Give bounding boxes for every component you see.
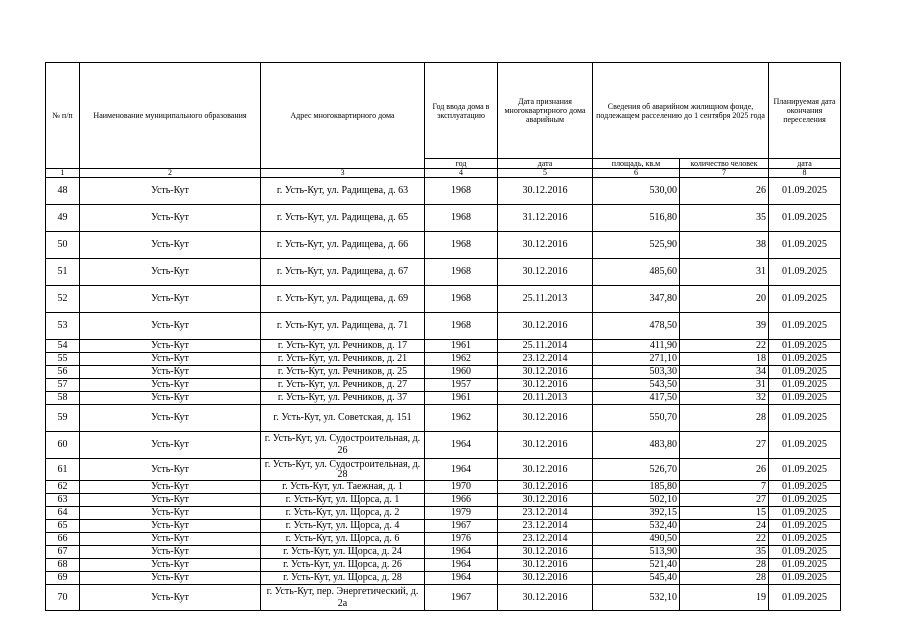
housing-table [45, 62, 841, 611]
people-cell: 27 [680, 432, 769, 459]
area-cell: 347,80 [593, 286, 680, 313]
table-row [46, 379, 841, 392]
people-cell: 39 [680, 313, 769, 340]
emergency-date-cell: 23.12.2014 [498, 353, 593, 366]
row-number: 48 [46, 178, 80, 205]
year-cell: 1968 [425, 259, 498, 286]
year-cell: 1961 [425, 340, 498, 353]
municipality-cell: Усть-Кут [80, 572, 261, 585]
municipality-cell: Усть-Кут [80, 366, 261, 379]
address-cell: г. Усть-Кут, ул. Щорса, д. 28 [261, 572, 425, 585]
table-row [46, 520, 841, 533]
end-date-cell: 01.09.2025 [769, 286, 841, 313]
table-row [46, 432, 841, 459]
municipality-cell: Усть-Кут [80, 232, 261, 259]
header-number: № п/п [46, 63, 80, 169]
people-cell: 26 [680, 459, 769, 481]
end-date-cell: 01.09.2025 [769, 507, 841, 520]
area-cell: 532,40 [593, 520, 680, 533]
municipality-cell: Усть-Кут [80, 494, 261, 507]
people-cell: 28 [680, 572, 769, 585]
municipality-cell: Усть-Кут [80, 459, 261, 481]
emergency-date-cell: 23.12.2014 [498, 507, 593, 520]
emergency-date-cell: 23.12.2014 [498, 520, 593, 533]
emergency-date-cell: 25.11.2013 [498, 286, 593, 313]
people-cell: 38 [680, 232, 769, 259]
area-cell: 392,15 [593, 507, 680, 520]
address-cell: г. Усть-Кут, ул. Радищева, д. 69 [261, 286, 425, 313]
emergency-date-cell: 30.12.2016 [498, 178, 593, 205]
municipality-cell: Усть-Кут [80, 533, 261, 546]
header-row [46, 63, 841, 159]
row-number: 68 [46, 559, 80, 572]
table-row [46, 178, 841, 205]
column-number: 8 [769, 169, 841, 178]
subheader-year: год [425, 159, 498, 169]
column-number: 3 [261, 169, 425, 178]
table-row [46, 507, 841, 520]
header-emergency-fund: Сведения об аварийном жилищном фонде, подлежащем расселению до 1 сентября 2025 года [593, 63, 769, 159]
municipality-cell: Усть-Кут [80, 520, 261, 533]
year-cell: 1968 [425, 286, 498, 313]
address-cell: г. Усть-Кут, ул. Щорса, д. 24 [261, 546, 425, 559]
area-cell: 478,50 [593, 313, 680, 340]
year-cell: 1964 [425, 432, 498, 459]
table-row [46, 481, 841, 494]
row-number: 69 [46, 572, 80, 585]
row-number: 53 [46, 313, 80, 340]
year-cell: 1962 [425, 353, 498, 366]
area-cell: 503,30 [593, 366, 680, 379]
area-cell: 525,90 [593, 232, 680, 259]
end-date-cell: 01.09.2025 [769, 392, 841, 405]
area-cell: 417,50 [593, 392, 680, 405]
year-cell: 1968 [425, 178, 498, 205]
emergency-date-cell: 30.12.2016 [498, 546, 593, 559]
emergency-date-cell: 30.12.2016 [498, 585, 593, 611]
year-cell: 1970 [425, 481, 498, 494]
table-row [46, 392, 841, 405]
table-row [46, 572, 841, 585]
people-cell: 20 [680, 286, 769, 313]
address-cell: г. Усть-Кут, ул. Речников, д. 21 [261, 353, 425, 366]
end-date-cell: 01.09.2025 [769, 259, 841, 286]
people-cell: 28 [680, 559, 769, 572]
end-date-cell: 01.09.2025 [769, 366, 841, 379]
address-cell: г. Усть-Кут, ул. Речников, д. 37 [261, 392, 425, 405]
year-cell: 1957 [425, 379, 498, 392]
address-cell: г. Усть-Кут, ул. Речников, д. 27 [261, 379, 425, 392]
end-date-cell: 01.09.2025 [769, 178, 841, 205]
end-date-cell: 01.09.2025 [769, 533, 841, 546]
table-row [46, 353, 841, 366]
municipality-cell: Усть-Кут [80, 559, 261, 572]
column-number-row [46, 169, 841, 178]
area-cell: 516,80 [593, 205, 680, 232]
column-number: 7 [680, 169, 769, 178]
end-date-cell: 01.09.2025 [769, 546, 841, 559]
municipality-cell: Усть-Кут [80, 353, 261, 366]
row-number: 65 [46, 520, 80, 533]
address-cell: г. Усть-Кут, ул. Радищева, д. 63 [261, 178, 425, 205]
row-number: 66 [46, 533, 80, 546]
emergency-date-cell: 25.11.2014 [498, 340, 593, 353]
address-cell: г. Усть-Кут, ул. Речников, д. 17 [261, 340, 425, 353]
end-date-cell: 01.09.2025 [769, 520, 841, 533]
people-cell: 18 [680, 353, 769, 366]
row-number: 60 [46, 432, 80, 459]
header-year: Год ввода дома в эксплуатацию [425, 63, 498, 159]
people-cell: 7 [680, 481, 769, 494]
emergency-date-cell: 30.12.2016 [498, 432, 593, 459]
row-number: 57 [46, 379, 80, 392]
municipality-cell: Усть-Кут [80, 379, 261, 392]
municipality-cell: Усть-Кут [80, 340, 261, 353]
area-cell: 271,10 [593, 353, 680, 366]
column-number: 1 [46, 169, 80, 178]
area-cell: 543,50 [593, 379, 680, 392]
subheader-area: площадь, кв.м [593, 159, 680, 169]
address-cell: г. Усть-Кут, ул. Щорса, д. 6 [261, 533, 425, 546]
year-cell: 1964 [425, 572, 498, 585]
municipality-cell: Усть-Кут [80, 546, 261, 559]
table-row [46, 546, 841, 559]
end-date-cell: 01.09.2025 [769, 481, 841, 494]
subheader-end-date: дата [769, 159, 841, 169]
emergency-date-cell: 30.12.2016 [498, 313, 593, 340]
area-cell: 521,40 [593, 559, 680, 572]
year-cell: 1961 [425, 392, 498, 405]
municipality-cell: Усть-Кут [80, 313, 261, 340]
address-cell: г. Усть-Кут, ул. Таежная, д. 1 [261, 481, 425, 494]
header-end-date: Планируемая дата окончания переселения [769, 63, 841, 159]
row-number: 67 [46, 546, 80, 559]
column-number: 4 [425, 169, 498, 178]
emergency-date-cell: 30.12.2016 [498, 559, 593, 572]
municipality-cell: Усть-Кут [80, 205, 261, 232]
area-cell: 530,00 [593, 178, 680, 205]
table-row [46, 585, 841, 611]
municipality-cell: Усть-Кут [80, 259, 261, 286]
row-number: 62 [46, 481, 80, 494]
end-date-cell: 01.09.2025 [769, 232, 841, 259]
year-cell: 1967 [425, 585, 498, 611]
municipality-cell: Усть-Кут [80, 585, 261, 611]
row-number: 63 [46, 494, 80, 507]
emergency-date-cell: 30.12.2016 [498, 572, 593, 585]
end-date-cell: 01.09.2025 [769, 432, 841, 459]
year-cell: 1968 [425, 205, 498, 232]
subheader-date: дата [498, 159, 593, 169]
emergency-date-cell: 30.12.2016 [498, 459, 593, 481]
row-number: 52 [46, 286, 80, 313]
area-cell: 185,80 [593, 481, 680, 494]
emergency-date-cell: 23.12.2014 [498, 533, 593, 546]
row-number: 61 [46, 459, 80, 481]
address-cell: г. Усть-Кут, ул. Судостроительная, д. 26 [261, 432, 425, 459]
people-cell: 35 [680, 205, 769, 232]
header-municipality: Наименование муниципального образования [80, 63, 261, 169]
municipality-cell: Усть-Кут [80, 507, 261, 520]
people-cell: 34 [680, 366, 769, 379]
emergency-date-cell: 30.12.2016 [498, 379, 593, 392]
end-date-cell: 01.09.2025 [769, 405, 841, 432]
people-cell: 19 [680, 585, 769, 611]
table-row [46, 313, 841, 340]
area-cell: 532,10 [593, 585, 680, 611]
row-number: 70 [46, 585, 80, 611]
address-cell: г. Усть-Кут, ул. Щорса, д. 4 [261, 520, 425, 533]
year-cell: 1964 [425, 459, 498, 481]
municipality-cell: Усть-Кут [80, 481, 261, 494]
end-date-cell: 01.09.2025 [769, 313, 841, 340]
municipality-cell: Усть-Кут [80, 432, 261, 459]
people-cell: 15 [680, 507, 769, 520]
row-number: 56 [46, 366, 80, 379]
row-number: 58 [46, 392, 80, 405]
address-cell: г. Усть-Кут, ул. Щорса, д. 1 [261, 494, 425, 507]
table-row [46, 340, 841, 353]
address-cell: г. Усть-Кут, ул. Щорса, д. 2 [261, 507, 425, 520]
end-date-cell: 01.09.2025 [769, 459, 841, 481]
people-cell: 24 [680, 520, 769, 533]
subheader-people: количество человек [680, 159, 769, 169]
year-cell: 1968 [425, 232, 498, 259]
area-cell: 502,10 [593, 494, 680, 507]
address-cell: г. Усть-Кут, ул. Судостроительная, д. 28 [261, 459, 425, 481]
end-date-cell: 01.09.2025 [769, 585, 841, 611]
row-number: 50 [46, 232, 80, 259]
area-cell: 483,80 [593, 432, 680, 459]
people-cell: 28 [680, 405, 769, 432]
table-body [46, 178, 841, 611]
people-cell: 35 [680, 546, 769, 559]
table-row [46, 405, 841, 432]
emergency-date-cell: 30.12.2016 [498, 366, 593, 379]
year-cell: 1962 [425, 405, 498, 432]
row-number: 55 [46, 353, 80, 366]
municipality-cell: Усть-Кут [80, 405, 261, 432]
emergency-date-cell: 30.12.2016 [498, 259, 593, 286]
year-cell: 1979 [425, 507, 498, 520]
row-number: 64 [46, 507, 80, 520]
table-row [46, 205, 841, 232]
column-number: 6 [593, 169, 680, 178]
address-cell: г. Усть-Кут, ул. Радищева, д. 71 [261, 313, 425, 340]
address-cell: г. Усть-Кут, ул. Щорса, д. 26 [261, 559, 425, 572]
header-emergency-date: Дата признания многоквартирного дома аварийным [498, 63, 593, 159]
emergency-date-cell: 20.11.2013 [498, 392, 593, 405]
people-cell: 22 [680, 340, 769, 353]
area-cell: 411,90 [593, 340, 680, 353]
end-date-cell: 01.09.2025 [769, 572, 841, 585]
address-cell: г. Усть-Кут, пер. Энергетический, д. 2а [261, 585, 425, 611]
header-address: Адрес многоквартирного дома [261, 63, 425, 169]
address-cell: г. Усть-Кут, ул. Советская, д. 151 [261, 405, 425, 432]
address-cell: г. Усть-Кут, ул. Радищева, д. 67 [261, 259, 425, 286]
area-cell: 485,60 [593, 259, 680, 286]
area-cell: 490,50 [593, 533, 680, 546]
people-cell: 31 [680, 259, 769, 286]
table-row [46, 559, 841, 572]
area-cell: 526,70 [593, 459, 680, 481]
year-cell: 1976 [425, 533, 498, 546]
document-page [45, 62, 841, 611]
row-number: 51 [46, 259, 80, 286]
emergency-date-cell: 31.12.2016 [498, 205, 593, 232]
area-cell: 513,90 [593, 546, 680, 559]
row-number: 49 [46, 205, 80, 232]
table-row [46, 494, 841, 507]
year-cell: 1960 [425, 366, 498, 379]
emergency-date-cell: 30.12.2016 [498, 405, 593, 432]
people-cell: 31 [680, 379, 769, 392]
table-row [46, 459, 841, 481]
people-cell: 27 [680, 494, 769, 507]
year-cell: 1967 [425, 520, 498, 533]
row-number: 54 [46, 340, 80, 353]
municipality-cell: Усть-Кут [80, 178, 261, 205]
year-cell: 1968 [425, 313, 498, 340]
address-cell: г. Усть-Кут, ул. Радищева, д. 66 [261, 232, 425, 259]
table-row [46, 259, 841, 286]
table-row [46, 286, 841, 313]
municipality-cell: Усть-Кут [80, 392, 261, 405]
people-cell: 26 [680, 178, 769, 205]
address-cell: г. Усть-Кут, ул. Речников, д. 25 [261, 366, 425, 379]
area-cell: 545,40 [593, 572, 680, 585]
table-row [46, 366, 841, 379]
end-date-cell: 01.09.2025 [769, 340, 841, 353]
emergency-date-cell: 30.12.2016 [498, 494, 593, 507]
table-row [46, 533, 841, 546]
area-cell: 550,70 [593, 405, 680, 432]
year-cell: 1964 [425, 546, 498, 559]
table-row [46, 232, 841, 259]
end-date-cell: 01.09.2025 [769, 353, 841, 366]
people-cell: 32 [680, 392, 769, 405]
emergency-date-cell: 30.12.2016 [498, 232, 593, 259]
municipality-cell: Усть-Кут [80, 286, 261, 313]
end-date-cell: 01.09.2025 [769, 494, 841, 507]
row-number: 59 [46, 405, 80, 432]
column-number: 5 [498, 169, 593, 178]
end-date-cell: 01.09.2025 [769, 379, 841, 392]
year-cell: 1966 [425, 494, 498, 507]
emergency-date-cell: 30.12.2016 [498, 481, 593, 494]
end-date-cell: 01.09.2025 [769, 559, 841, 572]
people-cell: 22 [680, 533, 769, 546]
year-cell: 1964 [425, 559, 498, 572]
end-date-cell: 01.09.2025 [769, 205, 841, 232]
column-number: 2 [80, 169, 261, 178]
address-cell: г. Усть-Кут, ул. Радищева, д. 65 [261, 205, 425, 232]
